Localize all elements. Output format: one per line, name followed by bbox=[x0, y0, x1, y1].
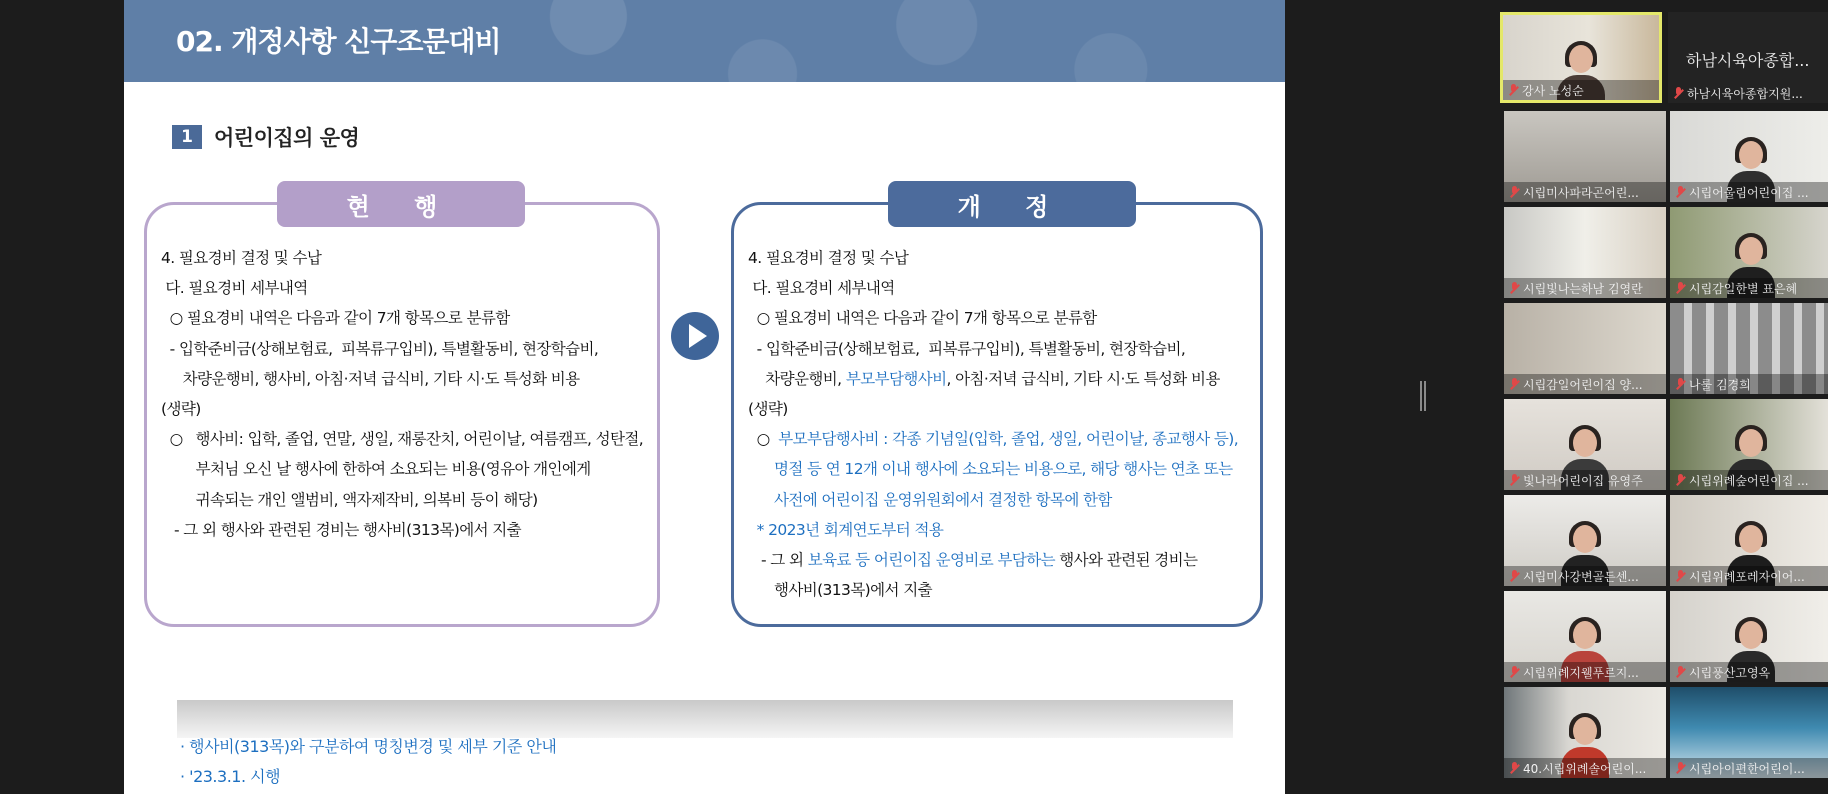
text-line: 부처님 오신 날 행사에 한하여 소요되는 비용(영유아 개인에게 bbox=[161, 460, 591, 479]
participant-name: 시립위례포레자이어... bbox=[1689, 569, 1805, 584]
highlighted-text: 보육료 등 어린이집 운영비로 부담하는 bbox=[807, 550, 1055, 569]
mic-muted-icon bbox=[1510, 762, 1519, 774]
mic-muted-icon bbox=[1676, 378, 1685, 390]
participant-name: 시립미사파라곤어린... bbox=[1523, 185, 1639, 200]
participant-name: 빛나라어린이집 유영주 bbox=[1523, 473, 1643, 488]
highlighted-line: 명절 등 연 12개 이내 행사에 소요되는 비용으로, 해당 행사는 연초 또는 bbox=[748, 460, 1233, 479]
mic-muted-icon bbox=[1510, 570, 1519, 582]
mic-muted-icon bbox=[1510, 666, 1519, 678]
participant-name: 시립감일어린이집 양... bbox=[1523, 377, 1643, 392]
current-rules-panel bbox=[144, 192, 660, 627]
footer-note: · 행사비(313목)와 구분하여 명칭변경 및 세부 기준 안내 bbox=[180, 737, 557, 756]
mic-muted-icon bbox=[1510, 474, 1519, 486]
revised-rules-tab: 개 정 bbox=[888, 181, 1136, 227]
mic-muted-icon bbox=[1509, 84, 1518, 96]
participant-tile[interactable] bbox=[1504, 687, 1666, 778]
participant-tile[interactable] bbox=[1504, 111, 1666, 202]
participant-name: 시립위례지웰푸르지... bbox=[1523, 665, 1639, 680]
text-line bbox=[748, 545, 1250, 575]
text-segment: - 그 외 bbox=[748, 550, 808, 569]
participant-tile[interactable] bbox=[1504, 207, 1666, 298]
text-line bbox=[748, 424, 1250, 454]
footer-notes bbox=[180, 732, 556, 792]
participant-name: 시립어울림어린이집 ... bbox=[1689, 185, 1809, 200]
participant-tile[interactable] bbox=[1504, 303, 1666, 394]
mic-muted-icon bbox=[1676, 186, 1685, 198]
mic-muted-icon bbox=[1510, 186, 1519, 198]
mic-muted-icon bbox=[1510, 282, 1519, 294]
text-line: 다. 필요경비 세부내역 bbox=[748, 279, 895, 298]
mic-muted-icon bbox=[1676, 762, 1685, 774]
slide-header bbox=[124, 0, 1285, 82]
text-segment: 차량운행비, bbox=[748, 369, 846, 388]
text-segment: , 아침·저녁 급식비, 기타 시·도 특성화 비용 bbox=[946, 369, 1220, 388]
text-segment: 행사와 관련된 경비는 bbox=[1054, 550, 1198, 569]
participant-name: 40.시립위례솔어린이... bbox=[1523, 761, 1647, 776]
participant-name: 나룰 김경희 bbox=[1689, 377, 1751, 392]
text-line: ○ 필요경비 내역은 다음과 같이 7개 항목으로 분류함 bbox=[748, 309, 1097, 328]
section-heading bbox=[172, 122, 359, 152]
participant-name: 강사 노성순 bbox=[1522, 83, 1584, 98]
highlighted-line: * 2023년 회계연도부터 적용 bbox=[748, 520, 944, 539]
highlighted-line: 사전에 어린이집 운영위원회에서 결정한 항목에 한함 bbox=[748, 490, 1112, 509]
text-line: 귀속되는 개인 앨범비, 액자제작비, 의복비 등이 해당) bbox=[161, 490, 538, 509]
revised-rules-panel bbox=[731, 192, 1263, 627]
text-line: (생략) bbox=[748, 399, 788, 418]
participant-tile[interactable] bbox=[1670, 399, 1828, 490]
section-number: 1 bbox=[172, 125, 202, 149]
participant-tile[interactable] bbox=[1500, 12, 1662, 103]
participant-tile[interactable] bbox=[1670, 207, 1828, 298]
slide-title: 02. 개정사항 신구조문대비 bbox=[176, 25, 501, 58]
participant-tile[interactable] bbox=[1670, 591, 1828, 682]
current-rules-text bbox=[161, 243, 647, 545]
text-line: 다. 필요경비 세부내역 bbox=[161, 279, 308, 298]
participant-tile[interactable] bbox=[1504, 495, 1666, 586]
participant-name: 시립빛나는하남 김영란 bbox=[1523, 281, 1643, 296]
participant-tile[interactable] bbox=[1670, 495, 1828, 586]
section-title: 어린이집의 운영 bbox=[214, 126, 360, 150]
text-line: ○ 행사비: 입학, 졸업, 연말, 생일, 재롱잔치, 어린이날, 여름캠프, 성탄절, bbox=[161, 430, 644, 449]
participant-name: 시립풍산고영옥 bbox=[1689, 665, 1771, 680]
current-rules-tab: 현 행 bbox=[277, 181, 525, 227]
participant-name: 하남시육아종합지원... bbox=[1687, 86, 1803, 101]
participant-tile[interactable] bbox=[1670, 111, 1828, 202]
text-line: - 입학준비금(상해보험료, 피복류구입비), 특별활동비, 현장학습비, bbox=[748, 339, 1186, 358]
text-segment: ○ bbox=[748, 430, 779, 449]
text-line: ○ 필요경비 내역은 다음과 같이 7개 항목으로 분류함 bbox=[161, 309, 510, 328]
panel-resize-handle[interactable] bbox=[1420, 381, 1426, 411]
mic-muted-icon bbox=[1676, 666, 1685, 678]
text-line: - 그 외 행사와 관련된 경비는 행사비(313목)에서 지출 bbox=[161, 520, 522, 539]
participant-tile[interactable] bbox=[1670, 687, 1828, 778]
text-line: 행사비(313목)에서 지출 bbox=[748, 581, 932, 600]
mic-muted-icon bbox=[1676, 282, 1685, 294]
text-line bbox=[748, 364, 1250, 394]
participant-tile[interactable] bbox=[1670, 303, 1828, 394]
text-line: - 입학준비금(상해보험료, 피복류구입비), 특별활동비, 현장학습비, bbox=[161, 339, 599, 358]
participant-name: 시립감일한별 표은혜 bbox=[1689, 281, 1798, 296]
text-line: 차량운행비, 행사비, 아침·저녁 급식비, 기타 시·도 특성화 비용 bbox=[161, 369, 580, 388]
play-arrow-icon bbox=[671, 312, 719, 360]
participant-name: 시립미사강변골든센... bbox=[1523, 569, 1639, 584]
shared-slide bbox=[124, 0, 1285, 794]
highlighted-text: 부모부담행사비 : 각종 기념일(입학, 졸업, 생일, 어린이날, 종교행사 등), bbox=[778, 430, 1239, 449]
mic-muted-icon bbox=[1676, 474, 1685, 486]
participant-tile[interactable] bbox=[1504, 399, 1666, 490]
mic-muted-icon bbox=[1676, 570, 1685, 582]
revised-rules-text bbox=[748, 243, 1250, 605]
text-line: (생략) bbox=[161, 399, 201, 418]
participant-name: 시립아이편한어린이... bbox=[1689, 761, 1805, 776]
participant-display-name: 하남시육아종합... bbox=[1686, 51, 1810, 70]
participant-tile[interactable] bbox=[1668, 12, 1828, 103]
highlighted-text: 부모부담행사비 bbox=[845, 369, 947, 388]
participant-tile[interactable] bbox=[1504, 591, 1666, 682]
text-line: 4. 필요경비 결정 및 수납 bbox=[161, 249, 322, 267]
text-line: 4. 필요경비 결정 및 수납 bbox=[748, 249, 909, 267]
footer-note: · '23.3.1. 시행 bbox=[180, 767, 281, 786]
mic-muted-icon bbox=[1674, 87, 1683, 99]
mic-muted-icon bbox=[1510, 378, 1519, 390]
participant-name: 시립위례숲어린이집 ... bbox=[1689, 473, 1809, 488]
